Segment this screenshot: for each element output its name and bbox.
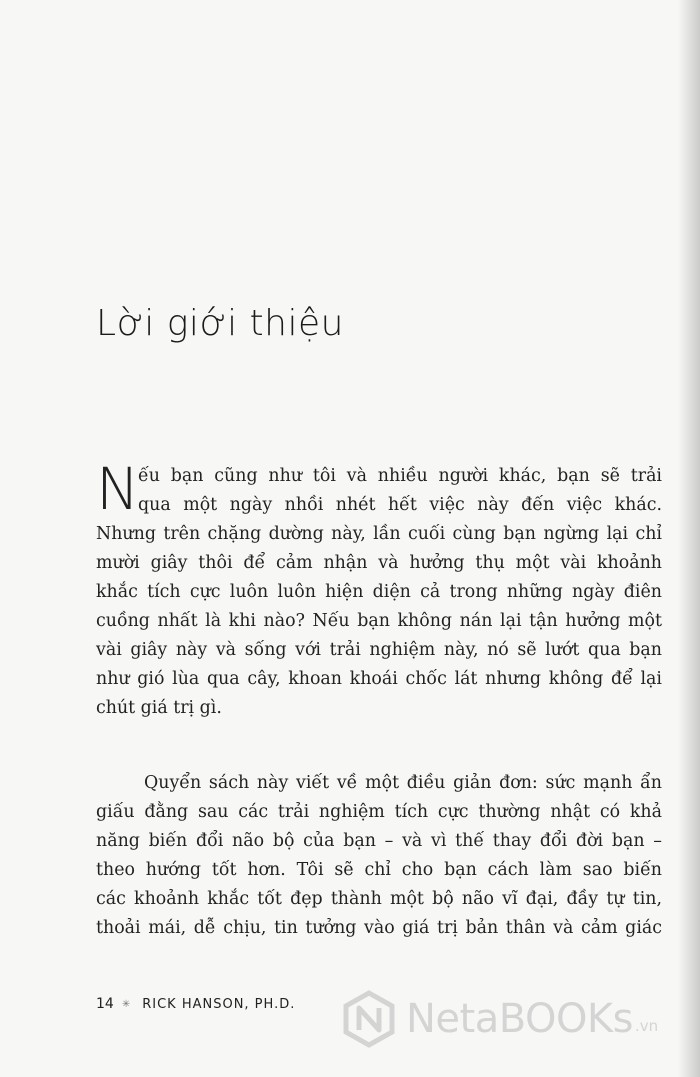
text-line: qua một ngày nhồi nhét hết việc này đến việc khác. [138,495,662,515]
chapter-title: Lời giới thiệu [96,303,344,344]
drop-cap: N [96,455,140,523]
text-line: Nhưng trên chặng dường này, lần cuối cùng bạn ngừng lại chỉ [96,524,662,544]
text-line: như gió lùa qua cây, khoan khoái chốc lát nhưng không để lại [96,669,662,689]
text-line: chút giá trị gì. [96,698,222,718]
text-line: thoải mái, dễ chịu, tin tưởng vào giá trị bản thân và cảm giác [96,918,662,938]
watermark [340,990,658,1048]
text-line: vài giây này và sống với trải nghiệm này, nó sẽ lướt qua bạn [96,640,662,660]
page-number: 14 [96,996,114,1012]
text-line: Quyển sách này viết về một điều giản đơn: sức mạnh ẩn [144,773,662,793]
text-line: cuồng nhất là khi nào? Nếu bạn không nán lại tận hưởng một [96,611,662,631]
running-head: RICK HANSON, PH.D. [142,996,296,1012]
page-edge-shadow [678,0,700,1077]
footer-ornament-icon: ✳ [121,998,131,1010]
watermark-text: NetaBOOKs [406,996,634,1042]
page-footer [96,996,295,1012]
watermark-suffix: .vn [635,1017,659,1035]
netabooks-logo-icon [340,990,398,1048]
text-line: theo hướng tốt hơn. Tôi sẽ chỉ cho bạn cách làm sao biến [96,860,662,880]
text-line: giấu đằng sau các trải nghiệm tích cực thường nhật có khả [96,802,662,822]
text-line: ếu bạn cũng như tôi và nhiều người khác, bạn sẽ trải [138,466,662,486]
paragraph-2 [96,769,662,943]
text-line: năng biến đổi não bộ của bạn – và vì thế thay đổi đời bạn – [96,831,662,851]
text-line: khắc tích cực luôn luôn hiện diện cả trong những ngày điên [96,582,662,602]
text-line: các khoảnh khắc tốt đẹp thành một bộ não vĩ đại, đầy tự tin, [96,889,662,909]
text-line: mười giây thôi để cảm nhận và hưởng thụ một vài khoảnh [96,553,662,573]
paragraph-1 [96,455,662,723]
